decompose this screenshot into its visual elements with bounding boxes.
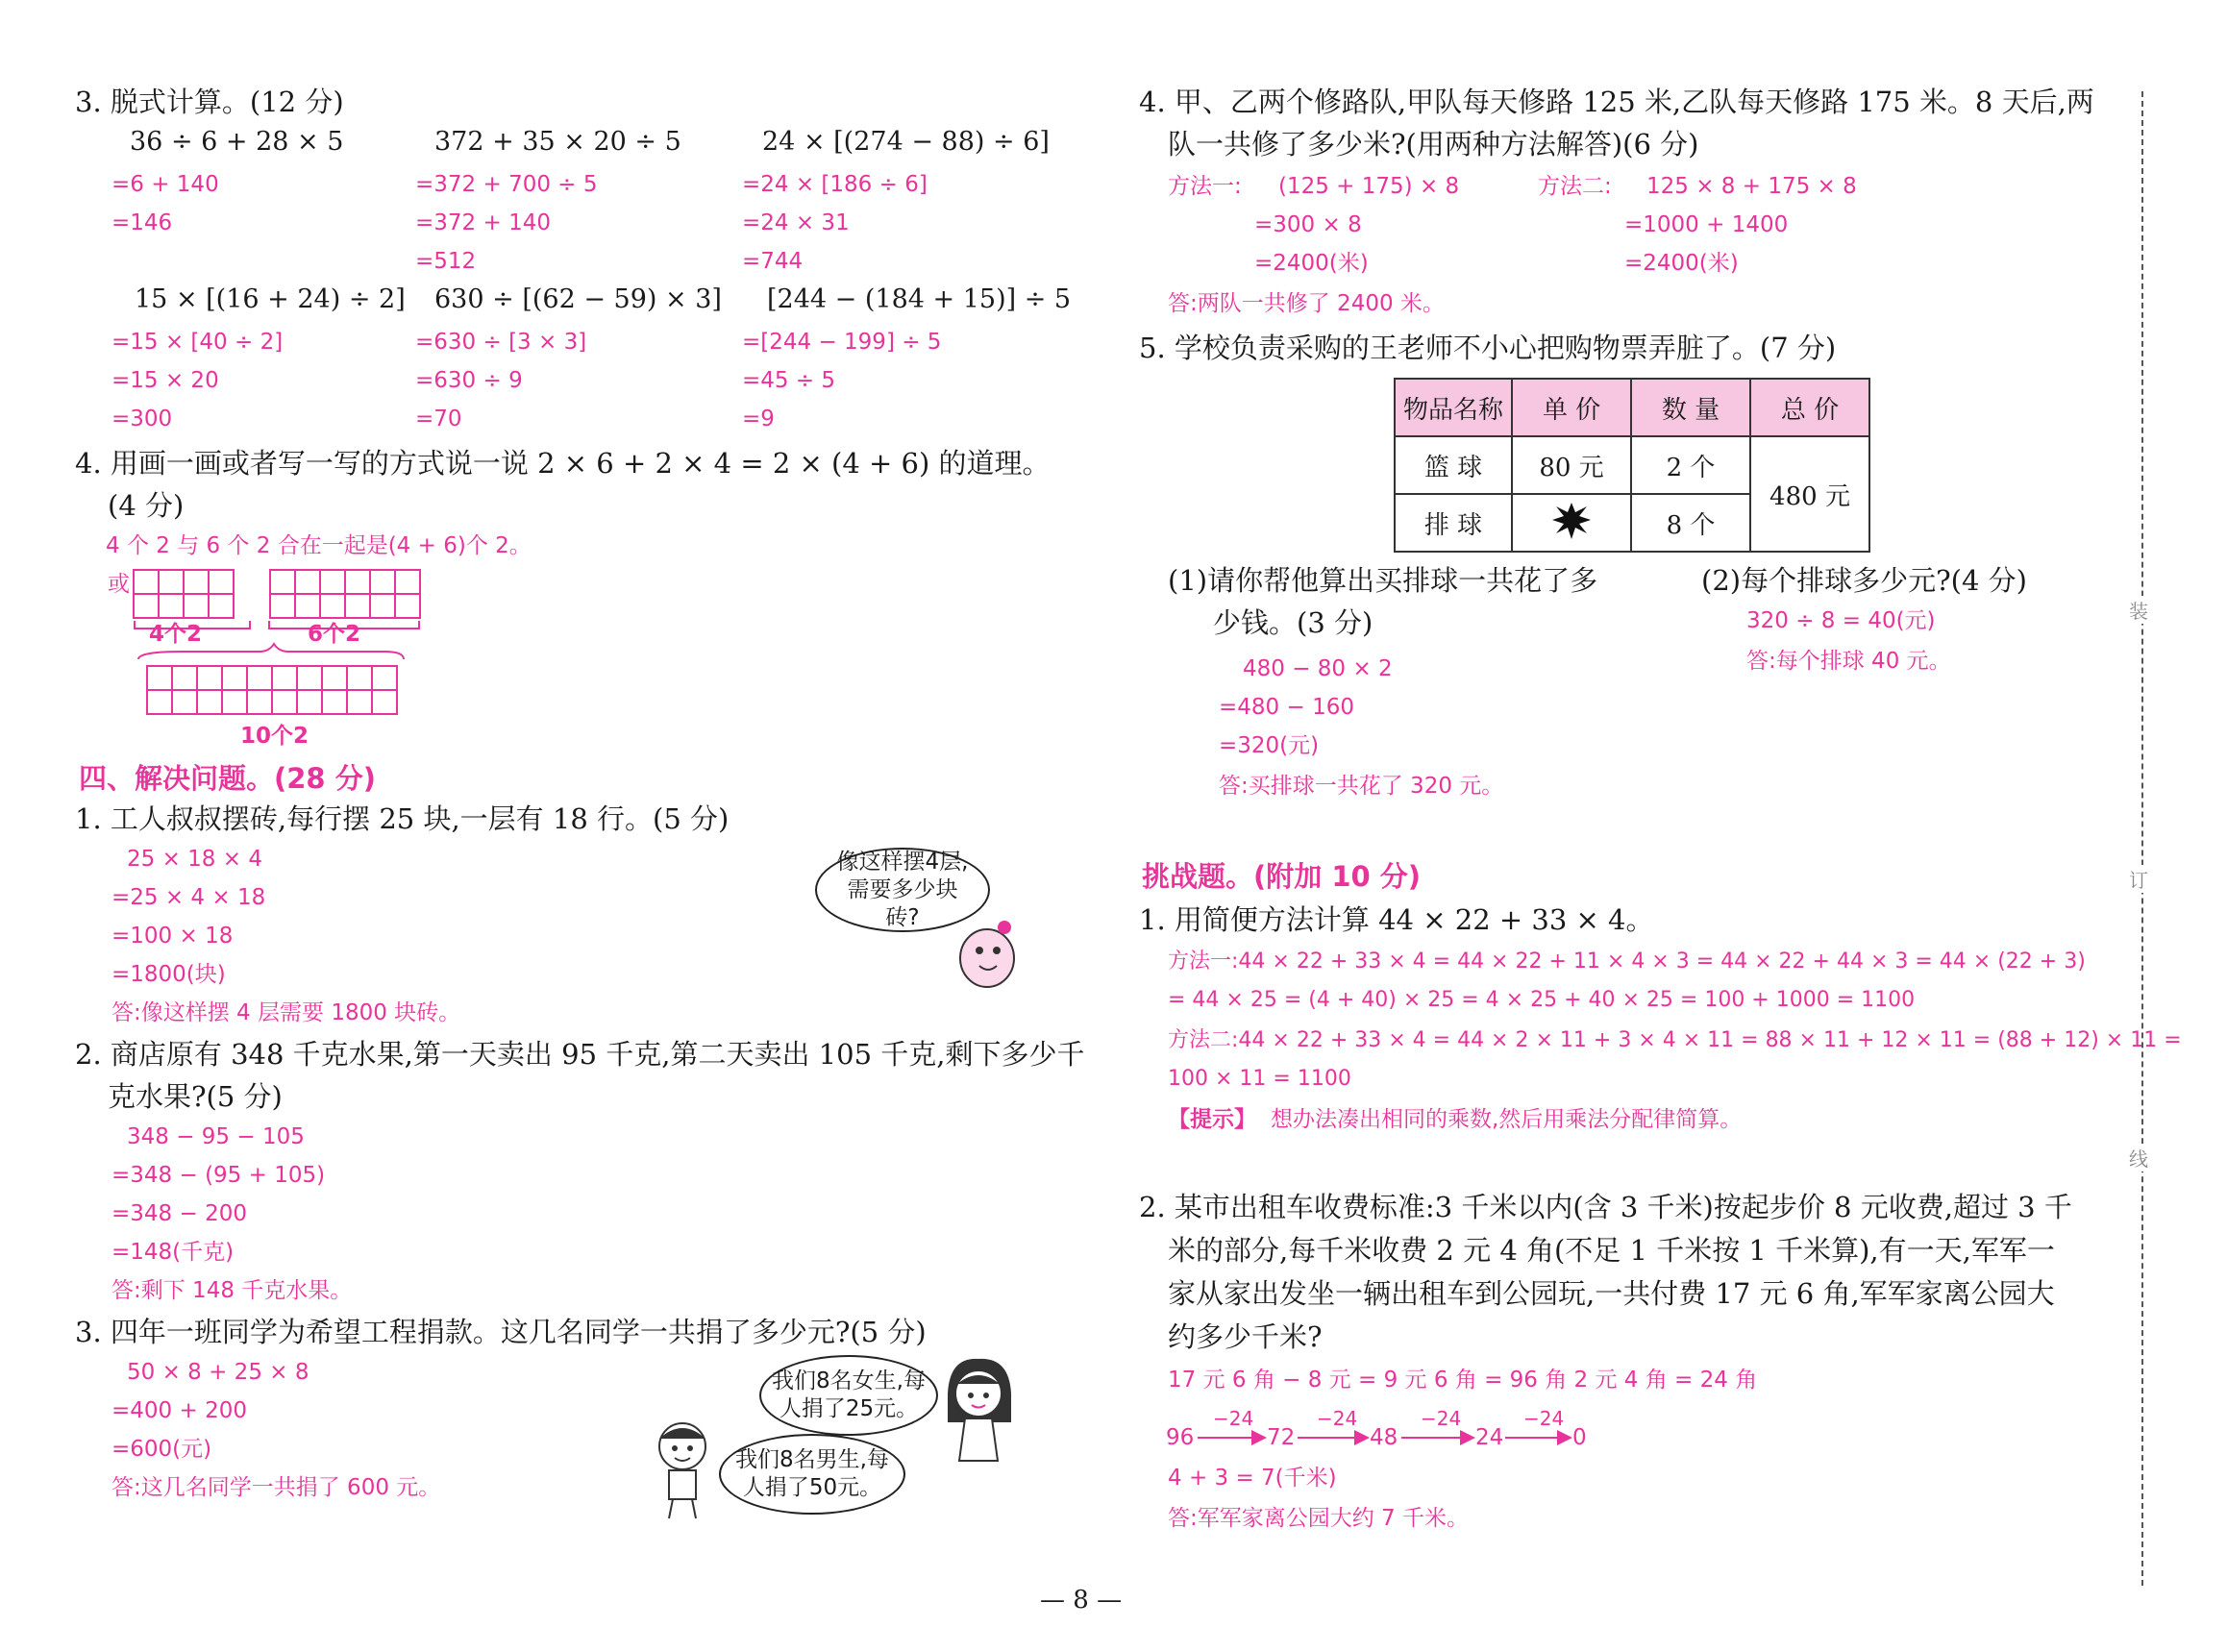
p1-step: =25 × 4 × 18 xyxy=(111,885,266,910)
th-total: 总 价 xyxy=(1750,379,1869,436)
c1-title: 1. 用简便方法计算 44 × 22 + 33 × 4。 xyxy=(1139,903,1654,936)
speech-bubble-boys xyxy=(719,1434,905,1515)
calc-4-step: =15 × 20 xyxy=(111,368,219,393)
r-q4-title-2: 队一共修了多少米?(用两种方法解答)(6 分) xyxy=(1168,128,1699,160)
r-q5-sub1-answer: 答:买排球一共花了 320 元。 xyxy=(1219,774,1504,799)
boy-cartoon-icon xyxy=(644,1418,721,1523)
r-q4-m2-step: 125 × 8 + 175 × 8 xyxy=(1646,174,1857,199)
receipt-table xyxy=(1394,378,1870,553)
r-q5-sub1-step: =320(元) xyxy=(1219,733,1320,758)
calc-5-step: =630 ÷ [3 × 3] xyxy=(415,330,587,355)
calc-4-step: =300 xyxy=(111,407,173,431)
p1-answer: 答:像这样摆 4 层需要 1800 块砖。 xyxy=(111,1000,461,1025)
c1-line: 100 × 11 = 1100 xyxy=(1168,1067,1351,1091)
calc-6-step: =[244 − 199] ÷ 5 xyxy=(742,330,942,355)
p3-step: =400 + 200 xyxy=(111,1398,247,1423)
challenge-title: 挑战题。(附加 10 分) xyxy=(1142,860,1422,893)
c2-title-line: 米的部分,每千米收费 2 元 4 角(不足 1 千米按 1 千米算),有一天,军军一 xyxy=(1168,1234,2055,1267)
r-q4-m1-step: =300 × 8 xyxy=(1254,212,1362,237)
bubble-text: 我们8名男生,每人捐了50元。 xyxy=(735,1447,889,1500)
th-name: 物品名称 xyxy=(1395,379,1512,436)
p3-step: =600(元) xyxy=(111,1437,212,1462)
calc-3-step: =744 xyxy=(742,249,804,274)
calc-2-step: =372 + 140 xyxy=(415,210,551,235)
r-q5-sub2-answer: 答:每个排球 40 元。 xyxy=(1746,649,1951,674)
bubble-text: 像这样摆4层,需要多少块砖? xyxy=(836,849,969,930)
calc-4-step: =15 × [40 ÷ 2] xyxy=(111,330,284,355)
c2-answer: 答:军军家离公园大约 7 千米。 xyxy=(1168,1506,1470,1531)
chain-value: 72 xyxy=(1267,1425,1296,1450)
cell-basketball-qty: 2 个 xyxy=(1631,436,1750,494)
ink-stain-icon xyxy=(1550,499,1593,541)
cell-volleyball: 排 球 xyxy=(1395,494,1512,552)
margin-char: 订 xyxy=(2129,865,2148,893)
r-q5-sub2-step: 320 ÷ 8 = 40(元) xyxy=(1746,608,1936,633)
r-q5-title: 5. 学校负责采购的王老师不小心把购物票弄脏了。(7 分) xyxy=(1139,332,1837,364)
c1-line: = 44 × 25 = (4 + 40) × 25 = 4 × 25 + 40 × 25 = 100 + 1000 = 1100 xyxy=(1168,988,1916,1012)
p2-answer: 答:剩下 148 千克水果。 xyxy=(111,1278,353,1303)
c2-line3: 4 + 3 = 7(千米) xyxy=(1168,1466,1337,1491)
grid-10x2 xyxy=(146,665,398,715)
c1-line: 方法一:44 × 22 + 33 × 4 = 44 × 22 + 11 × 4 × 3 = 44 × 22 + 44 × 3 = 44 × (22 + 3) xyxy=(1168,949,2086,974)
calc-1-expr: 36 ÷ 6 + 28 × 5 xyxy=(130,127,344,157)
chain-step-label: −24 xyxy=(1317,1407,1358,1430)
cell-basketball: 篮 球 xyxy=(1395,436,1512,494)
section-4-title: 四、解决问题。(28 分) xyxy=(79,762,376,795)
grid-6x2 xyxy=(269,569,421,619)
r-q4-m1-step: =2400(米) xyxy=(1254,251,1369,276)
q4-title: 4. 用画一画或者写一写的方式说一说 2 × 6 + 2 × 4 = 2 × (4 + 6) 的道理。 xyxy=(75,447,1051,480)
cell-total: 480 元 xyxy=(1750,436,1869,552)
p2-step: =348 − 200 xyxy=(111,1201,247,1226)
cell-volleyball-qty: 8 个 xyxy=(1631,494,1750,552)
calc-6-expr: [244 − (184 + 15)] ÷ 5 xyxy=(767,284,1072,314)
r-q4-m2-step: =2400(米) xyxy=(1624,251,1739,276)
margin-char: 线 xyxy=(2129,1144,2148,1171)
c1-hint: 想办法凑出相同的乘数,然后用乘法分配律简算。 xyxy=(1271,1107,1743,1132)
chain-step-label: −24 xyxy=(1523,1407,1565,1430)
p2-step: =148(千克) xyxy=(111,1240,235,1265)
chain-value: 96 xyxy=(1166,1425,1195,1450)
label-10x2: 10个2 xyxy=(240,724,309,749)
calc-1-step: =6 + 140 xyxy=(111,172,219,197)
calc-1-step: =146 xyxy=(111,210,173,235)
r-q4-title: 4. 甲、乙两个修路队,甲队每天修路 125 米,乙队每天修路 175 米。8 天后,两 xyxy=(1139,86,2094,118)
c2-title-line: 约多少千米? xyxy=(1168,1320,1323,1353)
cell-basketball-price: 80 元 xyxy=(1512,436,1631,494)
calc-3-expr: 24 × [(274 − 88) ÷ 6] xyxy=(762,127,1050,157)
p1-step: 25 × 18 × 4 xyxy=(127,847,262,872)
q3-title: 3. 脱式计算。(12 分) xyxy=(75,86,344,118)
speech-bubble-girls xyxy=(759,1355,938,1436)
th-price: 单 价 xyxy=(1512,379,1631,436)
calc-5-step: =630 ÷ 9 xyxy=(415,368,523,393)
p3-answer: 答:这几名同学一共捐了 600 元。 xyxy=(111,1475,441,1500)
c1-hint-label: 【提示】 xyxy=(1168,1107,1256,1132)
th-qty: 数 量 xyxy=(1631,379,1750,436)
calc-2-step: =512 xyxy=(415,249,477,274)
r-q5-sub1-b: 少钱。(3 分) xyxy=(1213,606,1373,639)
p2-title: 2. 商店原有 348 千克水果,第一天卖出 95 千克,第二天卖出 105 千克,剩下多少千 xyxy=(75,1038,1085,1071)
margin-char: 装 xyxy=(2129,596,2148,624)
binding-dashed-line xyxy=(2141,91,2143,1586)
c2-title-line: 2. 某市出租车收费标准:3 千米以内(含 3 千米)按起步价 8 元收费,超过 3 千 xyxy=(1139,1191,2072,1223)
p1-step: =100 × 18 xyxy=(111,924,234,949)
bubble-text: 我们8名女生,每人捐了25元。 xyxy=(772,1368,926,1421)
r-q5-sub2: (2)每个排球多少元?(4 分) xyxy=(1701,564,2027,597)
c2-line1: 17 元 6 角 − 8 元 = 9 元 6 角 = 96 角 2 元 4 角 = 24 角 xyxy=(1168,1368,1758,1393)
q4-or: 或 xyxy=(108,572,130,597)
p2-step: 348 − 95 − 105 xyxy=(127,1124,305,1149)
calc-6-step: =9 xyxy=(742,407,775,431)
p2-step: =348 − (95 + 105) xyxy=(111,1163,326,1188)
p2-title-2: 克水果?(5 分) xyxy=(108,1080,283,1113)
chain-value: 24 xyxy=(1475,1425,1504,1450)
r-q5-sub1-step: 480 − 80 × 2 xyxy=(1243,656,1393,681)
girl-cartoon-icon xyxy=(930,1355,1027,1480)
label-6x2: 6个2 xyxy=(308,622,361,647)
r-q4-m1-step: (125 + 175) × 8 xyxy=(1278,174,1460,199)
cartoon-character-icon xyxy=(947,918,1024,995)
calc-6-step: =45 ÷ 5 xyxy=(742,368,836,393)
calc-4-expr: 15 × [(16 + 24) ÷ 2] xyxy=(135,284,406,314)
c1-line: 方法二:44 × 22 + 33 × 4 = 44 × 2 × 11 + 3 × 4 × 11 = 88 × 11 + 12 × 11 = (88 + 12) × 11 = xyxy=(1168,1028,2182,1052)
page-number: — 8 — xyxy=(1040,1586,1123,1615)
r-q5-sub1: (1)请你帮他算出买排球一共花了多 xyxy=(1168,564,1598,597)
cell-volleyball-price xyxy=(1512,494,1631,552)
p1-title: 1. 工人叔叔摆砖,每行摆 25 块,一层有 18 行。(5 分) xyxy=(75,802,730,835)
chain-step-label: −24 xyxy=(1213,1407,1254,1430)
label-4x2: 4个2 xyxy=(149,622,203,647)
r-q4-m2-step: =1000 + 1400 xyxy=(1624,212,1789,237)
p3-step: 50 × 8 + 25 × 8 xyxy=(127,1360,309,1385)
calc-5-expr: 630 ÷ [(62 − 59) × 3] xyxy=(434,284,722,314)
r-q4-m2-label: 方法二: xyxy=(1538,174,1612,199)
r-q4-answer: 答:两队一共修了 2400 米。 xyxy=(1168,291,1445,316)
calc-3-step: =24 × [186 ÷ 6] xyxy=(742,172,928,197)
grid-4x2 xyxy=(133,569,235,619)
q4-title-score: (4 分) xyxy=(108,489,185,522)
c2-title-line: 家从家出发坐一辆出租车到公园玩,一共付费 17 元 6 角,军军家离公园大 xyxy=(1168,1277,2055,1310)
p3-title: 3. 四年一班同学为希望工程捐款。这几名同学一共捐了多少元?(5 分) xyxy=(75,1316,927,1348)
calc-3-step: =24 × 31 xyxy=(742,210,850,235)
p1-step: =1800(块) xyxy=(111,962,226,987)
q4-answer: 4 个 2 与 6 个 2 合在一起是(4 + 6)个 2。 xyxy=(106,533,532,558)
r-q5-sub1-step: =480 − 160 xyxy=(1219,695,1354,720)
calc-2-expr: 372 + 35 × 20 ÷ 5 xyxy=(434,127,681,157)
calc-5-step: =70 xyxy=(415,407,462,431)
chain-value: 48 xyxy=(1370,1425,1398,1450)
chain-value: 0 xyxy=(1572,1425,1587,1450)
chain-arrows xyxy=(1192,1426,1596,1449)
calc-2-step: =372 + 700 ÷ 5 xyxy=(415,172,598,197)
r-q4-m1-label: 方法一: xyxy=(1168,174,1242,199)
chain-step-label: −24 xyxy=(1421,1407,1462,1430)
